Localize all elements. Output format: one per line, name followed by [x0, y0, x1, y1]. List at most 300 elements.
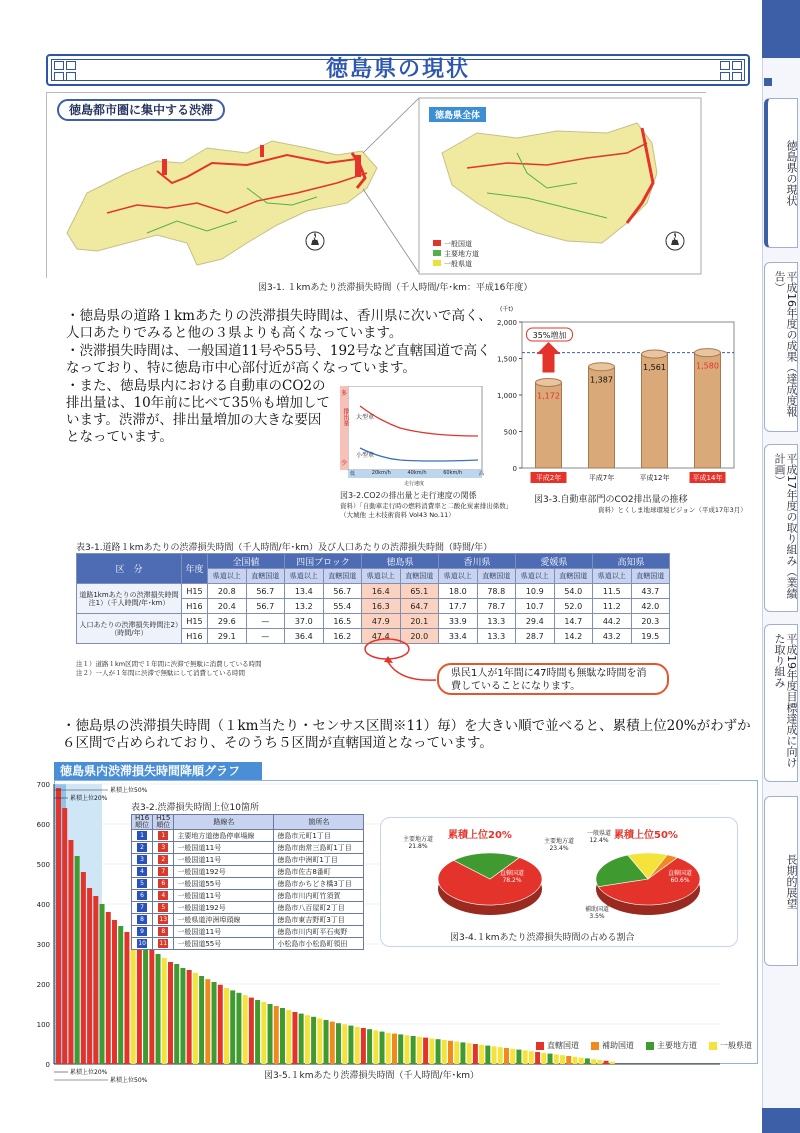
col-kubun: 区 分: [77, 554, 182, 584]
value-cell: 13.4: [285, 584, 324, 599]
ranking-bar: [404, 1035, 409, 1064]
x-tick: 40km/h: [407, 470, 427, 476]
h16-rank-cell: [132, 914, 153, 926]
legend-swatch: [646, 1042, 654, 1050]
value-cell: 16.2: [323, 629, 362, 644]
ranking-bar: [199, 976, 204, 1064]
legend-swatch: [591, 1042, 599, 1050]
region-header: 全国値: [208, 554, 285, 569]
rank-badge: 4: [158, 891, 168, 900]
h15-rank-cell: [153, 842, 174, 854]
rank-badge: 3: [137, 855, 147, 864]
ranking-bar: [193, 973, 198, 1064]
legend-swatch: [536, 1042, 544, 1050]
ranking-bar: [479, 1045, 484, 1064]
ranking-bar: [498, 1047, 503, 1064]
value-cell: 56.7: [246, 599, 285, 614]
ranking-bar: [348, 1026, 353, 1064]
legend-swatch: [433, 240, 441, 246]
location-cell: 徳島市東吉野町3丁目: [274, 914, 364, 926]
ranking-bar: [81, 872, 86, 1064]
h15-rank-cell: [153, 902, 174, 914]
active-tab-marker: [764, 78, 772, 86]
col-h16-rank: H16順位: [132, 815, 153, 830]
ranking-bar: [236, 993, 241, 1064]
subcol-header: 県道以上: [285, 569, 324, 584]
x-tick: 20km/h: [371, 470, 391, 476]
table-row: [132, 842, 364, 854]
value-cell: 37.0: [285, 614, 324, 629]
subcol-header: 県道以上: [208, 569, 247, 584]
value-cell: 13.3: [477, 629, 516, 644]
ranking-bar: [336, 1023, 341, 1064]
value-cell: 20.8: [208, 584, 247, 599]
rank-badge: 8: [158, 927, 168, 936]
ranking-bar: [162, 958, 167, 1064]
ranking-bar: [75, 856, 80, 1064]
ranking-bar: [93, 896, 98, 1064]
h16-rank-cell: [132, 938, 153, 950]
route-cell: 一般国道11号: [174, 926, 274, 938]
value-cell: 52.0: [554, 599, 593, 614]
col-location: 箇所名: [274, 815, 364, 830]
h15-rank-cell: [153, 914, 174, 926]
side-tab-h19-goals[interactable]: [764, 624, 798, 782]
callout-bubble: 県民1人が1年間に47時間も無駄な時間を消費していることになります。: [437, 663, 669, 695]
subcol-header: 直轄国道: [246, 569, 285, 584]
category-label: 平成7年: [588, 474, 615, 482]
value-cell: 18.0: [439, 584, 478, 599]
value-cell: 29.6: [208, 614, 247, 629]
value-cell: 56.7: [246, 584, 285, 599]
table-row: [77, 584, 670, 599]
map-legend: [433, 239, 479, 269]
fig32-xticks: [350, 470, 484, 477]
value-cell: 78.7: [477, 599, 516, 614]
ranking-bar: [548, 1054, 553, 1064]
cum20-label: 累積上位20%: [70, 1069, 108, 1076]
table-row: [132, 890, 364, 902]
value-cell: 13.2: [285, 599, 324, 614]
y-tick-label: 2,000: [496, 319, 517, 327]
ranking-bar: [124, 932, 129, 1064]
ranking-bar: [174, 964, 179, 1064]
value-cell: 29.1: [208, 629, 247, 644]
ranking-bar: [560, 1055, 565, 1064]
table-row: [77, 614, 670, 629]
rank-badge: 1: [158, 831, 168, 840]
value-cell: 44.2: [593, 614, 632, 629]
ranking-bar: [579, 1058, 584, 1064]
value-cell: 13.3: [477, 614, 516, 629]
h15-rank-cell: [153, 866, 174, 878]
map-legend-label: 一般国道: [444, 240, 472, 248]
ranking-bar: [149, 950, 154, 1064]
ranking-bar: [274, 1006, 279, 1064]
legend-item: [646, 1040, 697, 1051]
north-mark: N: [312, 234, 318, 242]
top10-table: [131, 814, 364, 950]
ranking-bar: [566, 1056, 571, 1064]
value-cell: 20.4: [208, 599, 247, 614]
bar-cap: [589, 363, 615, 371]
map-section-label: 徳島都市圏に集中する渋滞: [57, 99, 225, 121]
region-header: 香川県: [439, 554, 516, 569]
ranking-bar: [529, 1051, 534, 1064]
location-cell: 徳島市元町1丁目: [274, 830, 364, 842]
rank-badge: 4: [137, 867, 147, 876]
y-tick-label: 0: [512, 465, 517, 473]
value-cell: —: [246, 629, 285, 644]
route-cell: 一般国道55号: [174, 878, 274, 890]
ranking-bar: [473, 1044, 478, 1064]
ranking-bar: [212, 982, 217, 1064]
y-tick-label: 600: [36, 821, 50, 829]
ranking-bar: [100, 904, 105, 1064]
axis-label-low: 少: [341, 460, 348, 467]
ranking-bar: [380, 1032, 385, 1064]
grid-ornament-icon: [720, 61, 742, 81]
ranking-bar: [112, 920, 117, 1064]
value-cell: 10.7: [516, 599, 555, 614]
subcol-header: 直轄国道: [400, 569, 439, 584]
route-cell: 一般県道沖洲埠頭線: [174, 914, 274, 926]
ranking-bar: [68, 840, 73, 1064]
value-cell: 36.4: [285, 629, 324, 644]
side-tab-current-status[interactable]: [764, 98, 798, 248]
ranking-bar: [168, 962, 173, 1064]
subcol-header: 直轄国道: [477, 569, 516, 584]
h16-rank-cell: [132, 926, 153, 938]
row-group-label: 人口あたりの渋滞損失時間注2）（時間/年）: [77, 614, 182, 644]
bar-value-label: 1,387: [590, 375, 613, 385]
ranking-bar: [523, 1050, 528, 1064]
ranking-bar: [292, 1012, 297, 1064]
x-tick: 低: [350, 471, 356, 477]
value-cell: 16.5: [323, 614, 362, 629]
value-cell: 54.0: [554, 584, 593, 599]
ranking-bar: [131, 936, 136, 1064]
bullet-text: ・徳島県の渋滞損失時間（１km当たり・センサス区間※11）毎）を大きい順で並べると、累積上位20%がわずか６区間で占められており、そのうち５区間が直轄国道となっています。: [62, 718, 751, 751]
side-tab-label: 平成16年度の成果（達成度報告）: [773, 271, 798, 417]
rank-badge: 2: [158, 855, 168, 864]
h15-rank-cell: [153, 890, 174, 902]
side-tab-top-block: [762, 0, 800, 58]
pie20-label: 主要地方道 21.8%: [402, 836, 433, 850]
ranking-bar: [143, 946, 148, 1064]
location-cell: 徳島市川内町竹須賀: [274, 890, 364, 902]
rank-badge: 10: [138, 940, 146, 947]
side-tab-label: 平成19年度目標達成に向けた取り組み: [773, 633, 798, 768]
ranking-bar: [56, 788, 61, 1064]
subcol-header: 県道以上: [362, 569, 401, 584]
side-tab-bottom-block: [762, 1108, 800, 1133]
ranking-bar: [448, 1041, 453, 1064]
pie20-title: 累積上位20%: [448, 830, 512, 841]
map-legend-label: 一般県道: [444, 260, 472, 268]
ranking-bar: [62, 808, 67, 1064]
h15-rank-cell: [153, 878, 174, 890]
value-cell: 11.5: [593, 584, 632, 599]
bullet-text: ・また、徳島県内における自動車のCO2の排出量は、10年前に比べて35％も増加しています。渋滞が、排出量増加の大きな要因となっています。: [66, 378, 330, 445]
legend-item: [536, 1040, 579, 1051]
value-cell: 14.7: [554, 614, 593, 629]
y-tick-label: 0: [45, 1061, 50, 1069]
rank-badge: 6: [158, 879, 168, 888]
x-tick: 高: [478, 471, 484, 477]
ranking-bar: [268, 1004, 273, 1064]
value-cell: 33.9: [439, 614, 478, 629]
location-cell: 徳島市八百屋町2丁目: [274, 902, 364, 914]
legend-label: 直轄国道: [547, 1041, 579, 1050]
rank-badge: 6: [137, 891, 147, 900]
ranking-bar: [205, 979, 210, 1064]
co2-speed-chart: [340, 386, 484, 478]
ranking-bar: [373, 1030, 378, 1064]
ranking-bar: [87, 888, 92, 1064]
fig32-caption: 図3-2.CO2の排出量と走行速度の関係: [340, 491, 477, 500]
ranking-bar: [597, 1060, 602, 1064]
ranking-bar: [361, 1028, 366, 1064]
route-cell: 主要地方道徳島停車場線: [174, 830, 274, 842]
table-row: [132, 938, 364, 950]
value-cell: 14.2: [554, 629, 593, 644]
fig32-xlabel: 走行速度: [404, 481, 425, 487]
map-legend-item: [433, 249, 479, 259]
page-title: 徳島県の現状: [325, 57, 470, 82]
table-row: [132, 854, 364, 866]
value-cell: 20.3: [631, 614, 670, 629]
rank-badge: 7: [158, 867, 168, 876]
bar-value-label: 1,580: [696, 361, 719, 371]
ranking-bar: [535, 1052, 540, 1064]
ranking-bar: [516, 1050, 521, 1064]
ranking-bar: [280, 1008, 285, 1064]
legend-label: 一般県道: [720, 1041, 752, 1050]
y-tick-label: 500: [36, 861, 50, 869]
route-cell: 一般国道11号: [174, 890, 274, 902]
legend-item: [591, 1040, 634, 1051]
north-mark: N: [672, 234, 678, 242]
table32-title: 表3-2.渋滞損失時間上位10箇所: [131, 803, 260, 813]
year-cell: H15: [182, 614, 208, 629]
table-row: [132, 902, 364, 914]
ranking-bar: [485, 1046, 490, 1064]
ranking-bar: [187, 970, 192, 1064]
h16-rank-cell: [132, 842, 153, 854]
ranking-bar: [510, 1049, 515, 1064]
h16-rank-cell: [132, 830, 153, 842]
value-cell: 11.2: [593, 599, 632, 614]
ranking-bar: [423, 1038, 428, 1064]
subcol-header: 県道以上: [516, 569, 555, 584]
ranking-bar: [504, 1048, 509, 1064]
ranking-bar: [118, 926, 123, 1064]
location-cell: 小松島市小松島町領田: [274, 938, 364, 950]
ranking-bar: [467, 1043, 472, 1064]
y-tick-label: 300: [36, 941, 50, 949]
side-tab-h16-results[interactable]: [764, 262, 798, 432]
value-cell: 10.9: [516, 584, 555, 599]
co2-emission-bar-chart: [494, 306, 744, 484]
value-cell: 64.7: [400, 599, 439, 614]
value-cell: 29.4: [516, 614, 555, 629]
value-cell: 28.7: [516, 629, 555, 644]
region-header: 高知県: [593, 554, 670, 569]
ranking-bar: [386, 1033, 391, 1064]
side-tab-label: 徳島県の現状: [785, 140, 798, 206]
rank-badge: 7: [137, 903, 147, 912]
region-header: 愛媛県: [516, 554, 593, 569]
side-tab-label: 長期的展望: [785, 853, 798, 909]
ranking-bar: [591, 1059, 596, 1064]
rank-badge: 9: [137, 927, 147, 936]
ranking-bar: [299, 1014, 304, 1064]
ranking-bar: [137, 942, 142, 1064]
value-cell: 33.4: [439, 629, 478, 644]
side-tab-long-term[interactable]: [764, 796, 798, 966]
subcol-header: 直轄国道: [554, 569, 593, 584]
bar-cap: [695, 349, 721, 357]
ranking-bar: [311, 1017, 316, 1064]
rank-badge: 1: [137, 831, 147, 840]
ranking-bar: [355, 1027, 360, 1064]
category-label: 平成12年: [639, 474, 670, 482]
row-group-label: 道路1kmあたりの渋滞損失時間注1）（千人時間/年･km）: [77, 584, 182, 614]
value-cell: 19.5: [631, 629, 670, 644]
ranking-bar: [243, 995, 248, 1064]
location-cell: 徳島市かちどき橋3丁目: [274, 878, 364, 890]
y-tick-label: 700: [36, 781, 50, 789]
table-row: [132, 878, 364, 890]
ranking-bar: [342, 1024, 347, 1064]
col-year: 年度: [182, 554, 208, 584]
ranking-bar: [367, 1029, 372, 1064]
year-cell: H15: [182, 584, 208, 599]
legend-swatch: [709, 1042, 717, 1050]
legend-swatch: [433, 260, 441, 266]
value-cell: 43.7: [631, 584, 670, 599]
subcol-header: 県道以上: [439, 569, 478, 584]
legend-label: 補助国道: [602, 1041, 634, 1050]
map-legend-item: [433, 239, 479, 249]
legend-label: 主要地方道: [657, 1041, 697, 1050]
subcol-header: 県道以上: [593, 569, 632, 584]
year-cell: H16: [182, 629, 208, 644]
ranking-bar: [417, 1037, 422, 1064]
ranking-bar: [398, 1034, 403, 1064]
rank-badge: 5: [158, 903, 168, 912]
value-cell: —: [246, 614, 285, 629]
route-cell: 一般国道11号: [174, 842, 274, 854]
h15-rank-cell: [153, 854, 174, 866]
pie-caption: 図3-4.１kmあたり渋滞損失時間の占める割合: [450, 933, 635, 943]
ranking-bar: [392, 1034, 397, 1064]
route-cell: 一般国道11号: [174, 854, 274, 866]
ranking-bar: [249, 998, 254, 1064]
y-tick-label: 500: [503, 428, 517, 437]
bullet-text: ・渋滞損失時間は、一般国道11号や55号、192号など直轄国道で高くなっており、特に徳島市中心部付近が高くなっています。: [66, 343, 491, 376]
table-row: [132, 830, 364, 842]
x-tick: 60km/h: [443, 470, 463, 476]
ranking-bar: [330, 1022, 335, 1064]
ranking-bar: [218, 985, 223, 1064]
ranking-bar: [255, 1000, 260, 1064]
value-cell: 42.0: [631, 599, 670, 614]
curve-label-small: 小型車: [356, 452, 375, 459]
map-legend-label: 主要地方道: [444, 250, 479, 258]
map-legend-item: [433, 259, 479, 269]
category-label: 平成14年: [692, 474, 723, 482]
ranking-bar: [230, 990, 235, 1064]
h16-rank-cell: [132, 878, 153, 890]
cum50-label: 累積上位50%: [110, 787, 148, 794]
table-row: [132, 914, 364, 926]
location-cell: 徳島市佐古8番町: [274, 866, 364, 878]
ranking-bar: [317, 1018, 322, 1064]
value-cell: 55.4: [323, 599, 362, 614]
value-cell: 78.8: [477, 584, 516, 599]
ranking-bar: [585, 1058, 590, 1064]
bar-value-label: 1,172: [537, 391, 560, 401]
graph-legend: [536, 1040, 752, 1051]
pie20-label: 直轄国道 78.2%: [499, 870, 524, 884]
pie50-label: 直轄国道 60.6%: [667, 870, 692, 884]
ranking-bar: [454, 1042, 459, 1064]
route-cell: 一般国道192号: [174, 866, 274, 878]
side-tab-h17-plan[interactable]: [764, 444, 798, 612]
value-cell: 56.7: [323, 584, 362, 599]
inset-map-label: 徳島県全体: [429, 107, 486, 122]
value-cell: 43.2: [593, 629, 632, 644]
h16-rank-cell: [132, 890, 153, 902]
legend-swatch: [433, 250, 441, 256]
ranking-bar: [429, 1038, 434, 1064]
y-tick-label: 1,000: [496, 392, 517, 400]
title-bar: [46, 54, 750, 86]
h15-rank-cell: [153, 938, 174, 950]
fig33-unit: (千t): [500, 306, 514, 313]
ranking-bar: [604, 1061, 609, 1064]
ranking-bar: [610, 1062, 615, 1064]
table-row: [132, 866, 364, 878]
cum20-label: 累積上位20%: [70, 795, 108, 802]
bullet-text: ・徳島県の道路１kmあたりの渋滞損失時間は、香川県に次いで高く、人口あたりでみると他の３県よりも高くなっています。: [66, 308, 492, 341]
cum50-label: 累積上位50%: [110, 1077, 148, 1084]
ranking-bar: [180, 968, 185, 1064]
h15-rank-cell: [153, 830, 174, 842]
pie50-label: 一般県道 12.4%: [586, 830, 611, 844]
rank-badge: 11: [159, 940, 168, 947]
y-tick-label: 100: [36, 1021, 50, 1029]
region-header: 徳島県: [362, 554, 439, 569]
graph-header: 徳島県内渋滞損失時間降順グラフ: [54, 762, 262, 780]
y-tick-label: 1,500: [496, 355, 517, 364]
bar-cap: [642, 350, 668, 358]
legend-item: [709, 1040, 752, 1051]
congestion-table: [76, 553, 670, 644]
ranking-bar: [411, 1036, 416, 1064]
ranking-bar: [554, 1054, 559, 1064]
h16-rank-cell: [132, 902, 153, 914]
map-caption: 図3-1. １kmあたり渋滞損失時間（千人時間/年･km：平成16年度）: [258, 283, 533, 293]
table-note: 注１）道路１km区間で１年間に渋滞で無駄に消費している時間: [76, 660, 262, 668]
y-tick-label: 200: [36, 981, 50, 989]
value-cell: 16.3: [362, 599, 401, 614]
value-cell: 47.9: [362, 614, 401, 629]
year-cell: H16: [182, 599, 208, 614]
ranking-bar: [492, 1046, 497, 1064]
